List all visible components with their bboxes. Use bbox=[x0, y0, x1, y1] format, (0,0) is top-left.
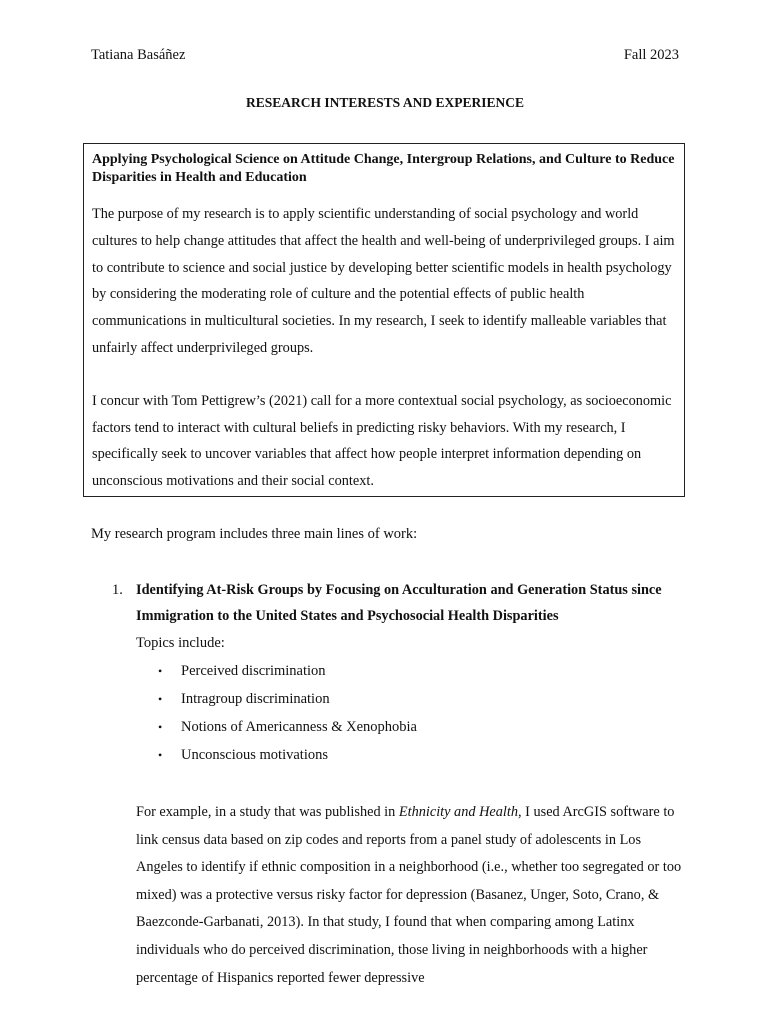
topics-label: Topics include: bbox=[136, 635, 225, 651]
list-number: 1. bbox=[112, 582, 123, 598]
topics-list bbox=[136, 657, 682, 769]
term-label: Fall 2023 bbox=[623, 47, 679, 63]
topic-text: Unconscious motivations bbox=[181, 747, 329, 763]
research-line-1 bbox=[112, 577, 682, 992]
bullet-icon: • bbox=[158, 664, 163, 678]
example-text-rest: , I used ArcGIS software to link census data based on zip codes and reports from a panel study of adolescents in Los Angeles to identify if ethnic composition in a neighborhood (i.e., whether too segregated or too mixed) was a protective versus risky factor for depression (Basanez, Unger, Soto, Crano, & Baezconde-Garbanati, 2013). In that study, I found that when comparing among Latinx individuals who do perceived discrimination, those living in neighborhoods with a higher percentage of Hispanics reported fewer depressive bbox=[136, 804, 682, 986]
page-title: RESEARCH INTERESTS AND EXPERIENCE bbox=[246, 95, 524, 110]
summary-paragraph-2: I concur with Tom Pettigrew’s (2021) call for a more contextual social psychology, as socioeconomic factors tend to interact with cultural beliefs in predicting risky behaviors. With my research, I specifically seek to uncover variables that affect how people interpret information depending on unconscious motivations and their social context. bbox=[92, 392, 672, 490]
author-name: Tatiana Basáñez bbox=[91, 47, 186, 63]
journal-title: Ethnicity and Health bbox=[398, 804, 518, 820]
bullet-icon: • bbox=[158, 720, 163, 734]
example-paragraph bbox=[136, 799, 682, 992]
research-line-heading: Identifying At-Risk Groups by Focusing on Acculturation and Generation Status since Immigration to the United States and Psychosocial Health Disparities bbox=[136, 582, 662, 624]
list-item bbox=[136, 713, 682, 741]
summary-heading: Applying Psychological Science on Attitude Change, Intergroup Relations, and Culture to Reduce Disparities in Health and Education bbox=[92, 152, 675, 185]
bullet-icon: • bbox=[158, 748, 163, 762]
list-item bbox=[136, 657, 682, 685]
list-item bbox=[136, 741, 682, 769]
research-line-body bbox=[136, 577, 682, 992]
list-item bbox=[136, 685, 682, 713]
summary-paragraph-1: The purpose of my research is to apply scientific understanding of social psychology and world cultures to help change attitudes that affect the health and well-being of underprivileged groups. I aim to contribute to science and social justice by developing better scientific models in health psychology by considering the moderating role of culture and the potential effects of public health communications in multicultural societies. In my research, I seek to identify malleable variables that unfairly affect underprivileged groups. bbox=[92, 206, 675, 356]
summary-box bbox=[83, 143, 685, 497]
program-intro: My research program includes three main lines of work: bbox=[91, 526, 418, 542]
topic-text: Notions of Americanness & Xenophobia bbox=[181, 719, 417, 735]
bullet-icon: • bbox=[158, 692, 163, 706]
example-text-start: For example, in a study that was published in bbox=[136, 804, 399, 820]
topic-text: Intragroup discrimination bbox=[181, 691, 330, 707]
topic-text: Perceived discrimination bbox=[181, 663, 326, 679]
